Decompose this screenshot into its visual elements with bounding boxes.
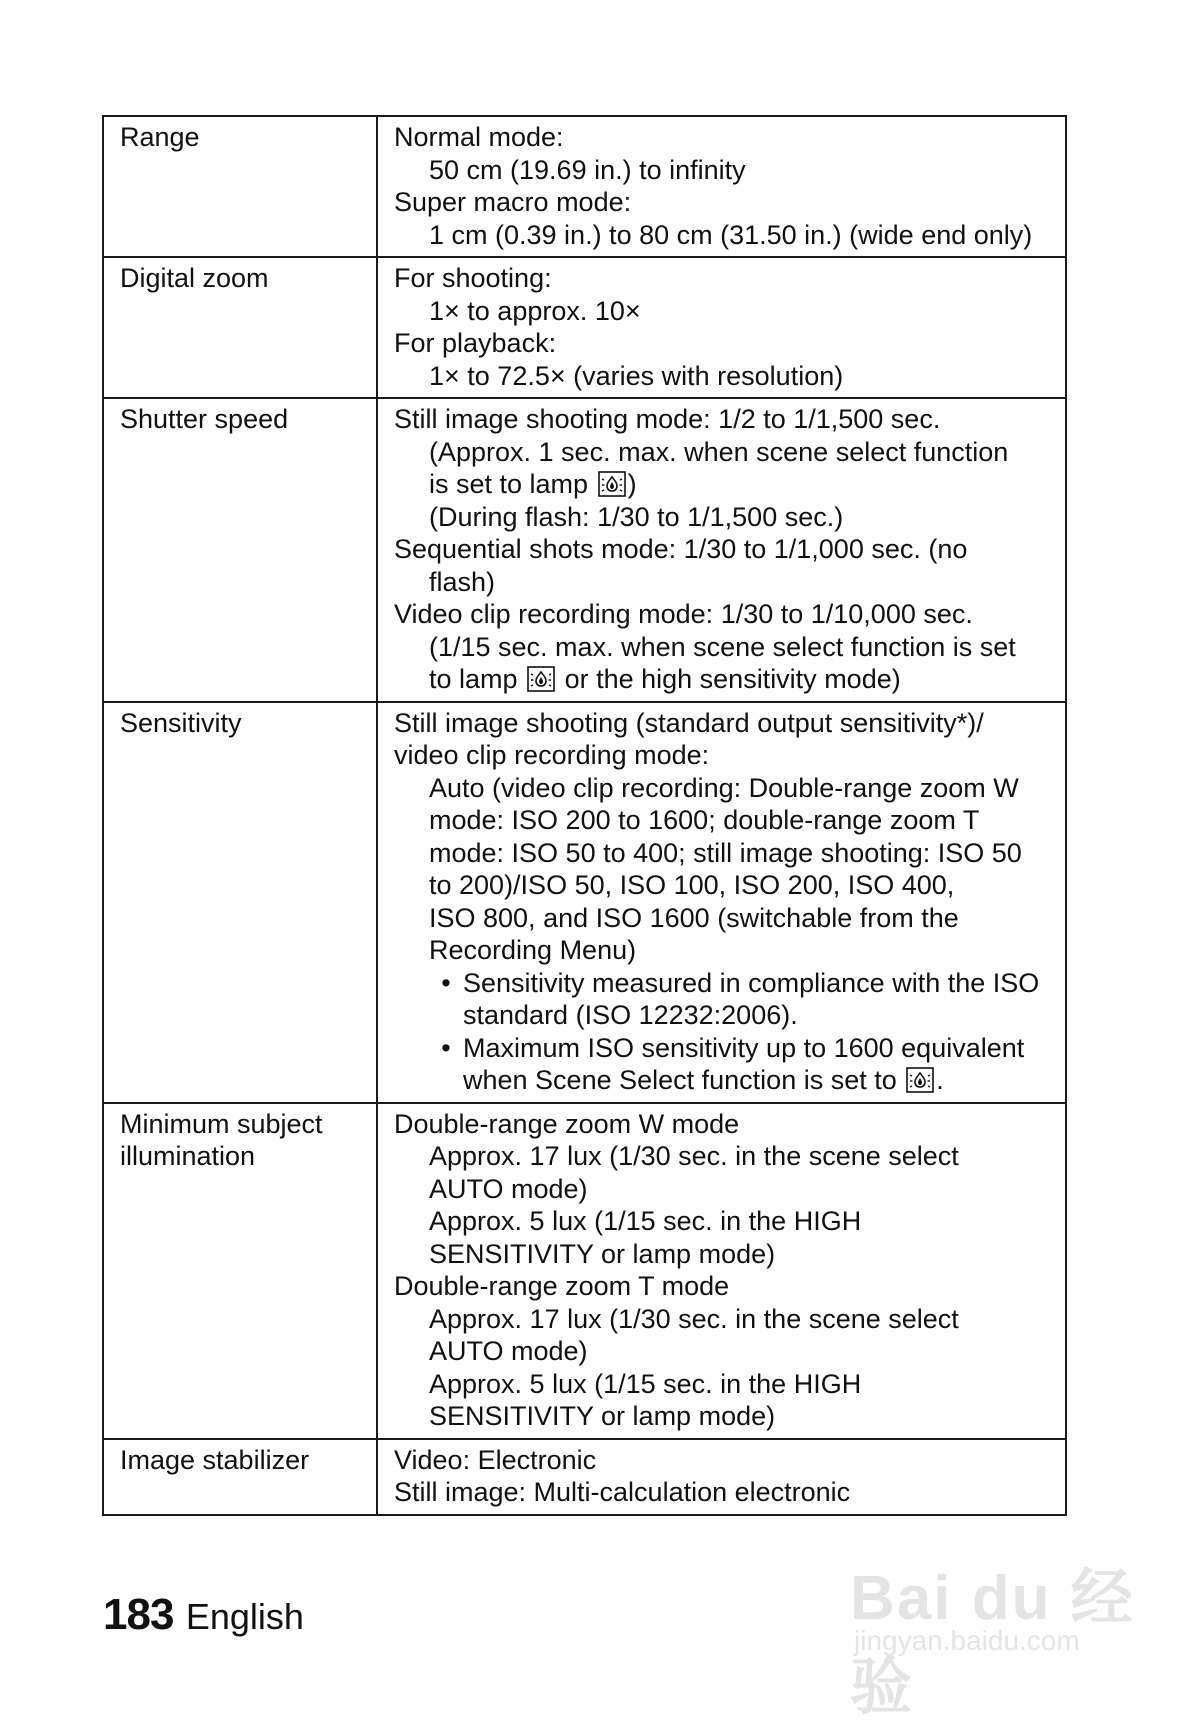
- value-text: Sensitivity measured in compliance with the ISO standard (ISO 12232:2006).: [463, 967, 1040, 1030]
- bullet-item: [394, 967, 1053, 1032]
- bullet-mark: •: [441, 967, 451, 998]
- value-text: to lamp: [429, 664, 518, 694]
- value-line: [394, 566, 1053, 599]
- bullet-text: [463, 967, 1053, 1032]
- spec-row: [103, 257, 1066, 398]
- spec-row: [103, 116, 1066, 257]
- value-text: Recording Menu): [429, 935, 637, 965]
- value-line: [394, 468, 1053, 501]
- value-line: [394, 327, 1053, 360]
- value-suffix: or the high sensitivity mode): [557, 664, 901, 694]
- value-text: is set to lamp: [429, 469, 589, 499]
- value-text: Double-range zoom W mode: [394, 1108, 740, 1139]
- value-text: Approx. 5 lux (1/15 sec. in the HIGH: [429, 1206, 862, 1236]
- value-line: [394, 631, 1053, 664]
- spec-value: [377, 1439, 1066, 1515]
- value-text: (During flash: 1/30 to 1/1,500 sec.): [429, 501, 844, 532]
- value-text: 1 cm (0.39 in.) to 80 cm (31.50 in.) (wide end only): [429, 219, 1033, 250]
- value-text: Video clip recording mode: 1/30 to 1/10,000 sec.: [394, 599, 973, 629]
- spec-label-line: Digital zoom: [120, 263, 269, 293]
- spec-label: [103, 1103, 377, 1439]
- value-suffix: ): [627, 469, 637, 499]
- value-text: Super macro mode:: [394, 187, 632, 217]
- spec-label: [103, 116, 377, 257]
- spec-label-line: Minimum subject: [120, 1108, 323, 1139]
- value-text: Approx. 5 lux (1/15 sec. in the HIGH: [429, 1368, 862, 1399]
- value-text: 50 cm (19.69 in.) to infinity: [429, 154, 746, 185]
- value-text: SENSITIVITY or lamp mode): [429, 1401, 776, 1431]
- value-line: [394, 219, 1053, 252]
- spec-row: [103, 1103, 1066, 1439]
- value-text: Still image shooting mode: 1/2 to 1/1,500 sec.: [394, 404, 941, 434]
- spec-label-line: Range: [120, 122, 200, 152]
- page-language: English: [185, 1596, 304, 1637]
- lamp-mode-icon: [906, 1067, 934, 1093]
- value-text: mode: ISO 50 to 400; still image shooting: ISO 50: [429, 837, 1022, 868]
- page-footer: [103, 1590, 304, 1640]
- value-line: [394, 501, 1053, 534]
- spec-label-line: Image stabilizer: [120, 1444, 310, 1475]
- page-number: 183: [103, 1590, 174, 1639]
- value-line: [394, 403, 1053, 436]
- value-text: 1× to 72.5× (varies with resolution): [429, 360, 844, 391]
- value-line: [394, 154, 1053, 187]
- value-line: [394, 869, 1053, 902]
- value-line: [394, 934, 1053, 967]
- value-line: [394, 804, 1053, 837]
- value-line: [394, 262, 1053, 295]
- value-line: [394, 1140, 1053, 1173]
- value-line: [394, 121, 1053, 154]
- value-line: [394, 1303, 1053, 1336]
- value-text: Sequential shots mode: 1/30 to 1/1,000 sec. (no: [394, 534, 968, 564]
- value-line: [394, 902, 1053, 935]
- bullet-text: [463, 1032, 1053, 1097]
- value-text: 1× to approx. 10×: [429, 295, 641, 326]
- value-line: [394, 1400, 1053, 1433]
- spec-value: [377, 257, 1066, 398]
- value-text: ISO 800, and ISO 1600 (switchable from the: [429, 902, 959, 933]
- value-text: AUTO mode): [429, 1336, 588, 1366]
- spec-label: [103, 1439, 377, 1515]
- spec-label-line: Shutter speed: [120, 404, 289, 434]
- watermark: [850, 1510, 1150, 1722]
- spec-row: [103, 1439, 1066, 1515]
- value-line: [394, 772, 1053, 805]
- value-text: flash): [429, 566, 496, 597]
- value-line: [394, 436, 1053, 469]
- spec-value: [377, 702, 1066, 1103]
- spec-table: [102, 115, 1067, 1516]
- value-line: [394, 663, 1053, 696]
- spec-row: [103, 702, 1066, 1103]
- value-line: [394, 837, 1053, 870]
- value-text: Still image: Multi-calculation electronic: [394, 1477, 851, 1507]
- bullet-item: [394, 1032, 1053, 1097]
- value-line: [394, 598, 1053, 631]
- spec-label: [103, 398, 377, 702]
- spec-label-line: Sensitivity: [120, 707, 242, 738]
- value-line: [394, 739, 1053, 772]
- value-text: video clip recording mode:: [394, 740, 710, 770]
- value-text: Approx. 17 lux (1/30 sec. in the scene select: [429, 1303, 959, 1334]
- spec-label: [103, 702, 377, 1103]
- watermark-sub: jingyan.baidu.com: [854, 1625, 1080, 1656]
- spec-label: [103, 257, 377, 398]
- value-text: to 200)/ISO 50, ISO 100, ISO 200, ISO 400,: [429, 870, 955, 900]
- value-line: [394, 1270, 1053, 1303]
- value-line: [394, 360, 1053, 393]
- value-text: Approx. 17 lux (1/30 sec. in the scene select: [429, 1141, 959, 1171]
- value-text: Video: Electronic: [394, 1444, 597, 1475]
- spec-value: [377, 398, 1066, 702]
- value-text: SENSITIVITY or lamp mode): [429, 1238, 776, 1269]
- value-line: [394, 533, 1053, 566]
- value-text: AUTO mode): [429, 1173, 588, 1204]
- lamp-mode-icon: [527, 666, 555, 692]
- value-text: Maximum ISO sensitivity up to 1600 equivalent when Scene Select function is set to: [463, 1032, 1025, 1095]
- value-text: Still image shooting (standard output sensitivity*)/: [394, 707, 984, 738]
- lamp-mode-icon: [598, 471, 626, 497]
- value-line: [394, 707, 1053, 740]
- spec-value: [377, 116, 1066, 257]
- value-text: (Approx. 1 sec. max. when scene select function: [429, 436, 1009, 467]
- value-text: Auto (video clip recording: Double-range zoom W: [429, 772, 1019, 803]
- value-line: [394, 295, 1053, 328]
- spec-label-line: illumination: [120, 1141, 256, 1171]
- value-line: [394, 1476, 1053, 1509]
- value-text: Normal mode:: [394, 122, 564, 152]
- value-text: (1/15 sec. max. when scene select function is set: [429, 631, 1016, 662]
- value-line: [394, 1205, 1053, 1238]
- value-line: [394, 1238, 1053, 1271]
- value-text: Double-range zoom T mode: [394, 1271, 730, 1301]
- value-line: [394, 186, 1053, 219]
- value-line: [394, 1368, 1053, 1401]
- bullet-mark: •: [441, 1032, 451, 1063]
- value-text: mode: ISO 200 to 1600; double-range zoom T: [429, 805, 980, 835]
- spec-value: [377, 1103, 1066, 1439]
- value-line: [394, 1444, 1053, 1477]
- watermark-main: Bai du 经验: [850, 1564, 1135, 1722]
- value-line: [394, 1108, 1053, 1141]
- value-suffix: .: [936, 1065, 944, 1095]
- spec-row: [103, 398, 1066, 702]
- value-text: For playback:: [394, 328, 557, 358]
- value-line: [394, 1173, 1053, 1206]
- value-text: For shooting:: [394, 263, 552, 293]
- value-line: [394, 1335, 1053, 1368]
